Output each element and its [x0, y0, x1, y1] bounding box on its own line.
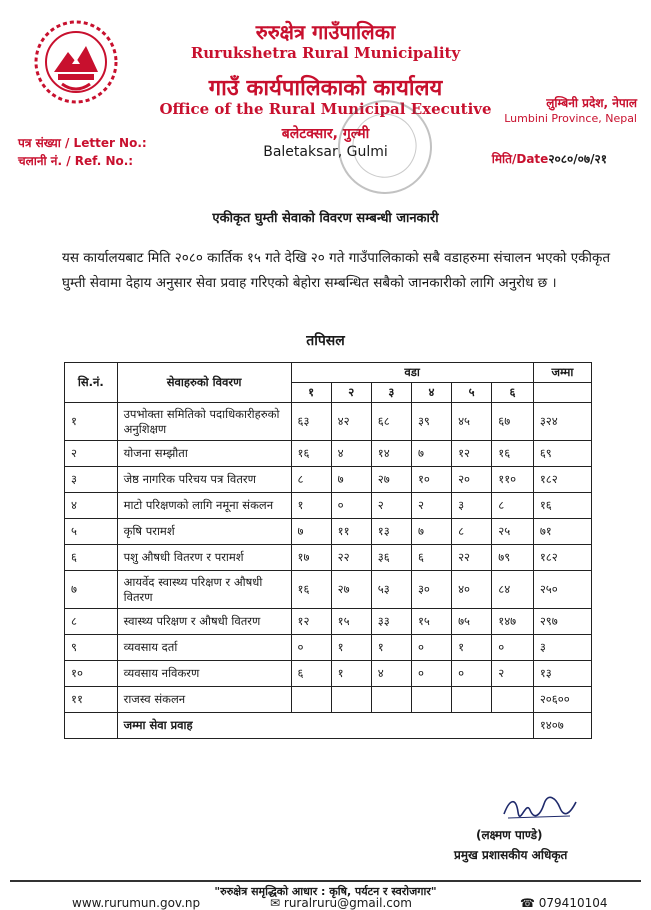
table-row — [65, 493, 592, 519]
grand-total-value: १४०७ — [533, 713, 591, 739]
cell-ward-1: ७ — [291, 519, 331, 545]
footer-phone — [520, 896, 608, 910]
cell-ward-4: ६ — [411, 545, 451, 571]
header-total-blank — [533, 383, 591, 403]
telephone-icon: ☎ — [520, 896, 535, 910]
date-value: २०८०/०७/२१ — [548, 152, 607, 166]
cell-total: ६९ — [533, 441, 591, 467]
header-ward: वडा — [291, 363, 533, 383]
table-row — [65, 661, 592, 687]
cell-ward-4: ० — [411, 635, 451, 661]
cell-ward-6: ७९ — [492, 545, 534, 571]
header-ward-3: ३ — [371, 383, 411, 403]
cell-serial: ११ — [65, 687, 118, 713]
cell-description: राजस्व संकलन — [117, 687, 291, 713]
date-label: मिति/Date — [491, 152, 549, 166]
cell-ward-3: १ — [371, 635, 411, 661]
cell-ward-5: ४० — [452, 571, 492, 609]
municipality-name-english: Rurukshetra Rural Municipality — [190, 44, 461, 62]
header-ward-5: ५ — [452, 383, 492, 403]
cell-ward-6: १६ — [492, 441, 534, 467]
cell-total: २०६०० — [533, 687, 591, 713]
cell-ward-2: ११ — [331, 519, 371, 545]
cell-total: १८२ — [533, 545, 591, 571]
service-table — [64, 362, 592, 739]
cell-ward-4: १० — [411, 467, 451, 493]
table-row — [65, 403, 592, 441]
cell-description: आयर्वेद स्वास्थ्य परिक्षण र औषधी वितरण — [117, 571, 291, 609]
handwritten-signature-icon — [500, 794, 580, 822]
cell-ward-2 — [331, 687, 371, 713]
header-ward-4: ४ — [411, 383, 451, 403]
annex-title: तपिसल — [306, 333, 345, 349]
cell-ward-1: १ — [291, 493, 331, 519]
cell-ward-1: ६३ — [291, 403, 331, 441]
cell-description: स्वास्थ्य परिक्षण र औषधी वितरण — [117, 609, 291, 635]
cell-ward-5: २२ — [452, 545, 492, 571]
reference-number-label: चलानी नं. / Ref. No.: — [18, 154, 134, 168]
cell-description: व्यवसाय दर्ता — [117, 635, 291, 661]
table-row — [65, 441, 592, 467]
province-english: Lumbini Province, Nepal — [504, 112, 637, 125]
cell-serial: १ — [65, 403, 118, 441]
cell-description: जेष्ठ नागरिक परिचय पत्र वितरण — [117, 467, 291, 493]
cell-ward-2: १ — [331, 661, 371, 687]
table-row — [65, 571, 592, 609]
cell-serial: ६ — [65, 545, 118, 571]
cell-total: १३ — [533, 661, 591, 687]
cell-total: ३२४ — [533, 403, 591, 441]
cell-ward-2: ७ — [331, 467, 371, 493]
cell-ward-3: ३६ — [371, 545, 411, 571]
table-row — [65, 609, 592, 635]
table-row — [65, 635, 592, 661]
cell-ward-6: ० — [492, 635, 534, 661]
address-nepali: बलेटक्सार, गुल्मी — [281, 126, 370, 142]
cell-ward-5: ७५ — [452, 609, 492, 635]
cell-ward-2: २२ — [331, 545, 371, 571]
cell-total: १६ — [533, 493, 591, 519]
address-english: Baletaksar, Gulmi — [263, 144, 388, 160]
letter-subject: एकीकृत घुम्ती सेवाको विवरण सम्बन्धी जानकारी — [212, 211, 439, 226]
cell-ward-1: ६ — [291, 661, 331, 687]
cell-ward-5: ३ — [452, 493, 492, 519]
cell-ward-3: ५३ — [371, 571, 411, 609]
cell-description: कृषि परामर्श — [117, 519, 291, 545]
letter-date — [492, 150, 607, 167]
cell-serial: ४ — [65, 493, 118, 519]
cell-ward-4: ० — [411, 661, 451, 687]
cell-ward-5: ४५ — [452, 403, 492, 441]
cell-description: उपभोक्ता समितिको पदाधिकारीहरुको अनुशिक्षण — [117, 403, 291, 441]
office-name-nepali: गाउँ कार्यपालिकाको कार्यालय — [208, 76, 443, 101]
cell-ward-6: ८ — [492, 493, 534, 519]
municipality-name-nepali: रुरुक्षेत्र गाउँपालिका — [255, 20, 396, 44]
cell-ward-4: ७ — [411, 519, 451, 545]
cell-ward-5: २० — [452, 467, 492, 493]
cell-ward-4: २ — [411, 493, 451, 519]
letter-number-label: पत्र संख्या / Letter No.: — [18, 136, 147, 150]
email-text: ruralruru@gmail.com — [283, 896, 412, 910]
table-row — [65, 519, 592, 545]
table-row — [65, 687, 592, 713]
cell-serial: ९ — [65, 635, 118, 661]
cell-ward-3: ३३ — [371, 609, 411, 635]
cell-ward-4: ७ — [411, 441, 451, 467]
envelope-icon: ✉ — [270, 896, 281, 910]
cell-ward-3: ४ — [371, 661, 411, 687]
footer-email — [270, 896, 412, 910]
cell-serial: १० — [65, 661, 118, 687]
cell-total: ७१ — [533, 519, 591, 545]
cell-ward-2: २७ — [331, 571, 371, 609]
header-total: जम्मा — [533, 363, 591, 383]
cell-ward-5 — [452, 687, 492, 713]
letter-body: यस कार्यालयबाट मिति २०८० कार्तिक १५ गते देखि २० गते गाउँपालिकाको सबै वडाहरुमा संचालन भएको एकीकृत घुम्ती सेवामा देहाय अनुसार सेवा प्रवाह गरिएको बेहोरा सम्बन्धित सबैको जानकारीको लागि अनुरोध छ । — [62, 250, 611, 291]
cell-description: पशु औषधी वितरण र परामर्श — [117, 545, 291, 571]
cell-serial: ८ — [65, 609, 118, 635]
cell-ward-3: ६८ — [371, 403, 411, 441]
cell-total: १८२ — [533, 467, 591, 493]
table-row — [65, 545, 592, 571]
phone-text: 079410104 — [538, 896, 608, 910]
cell-total: ३ — [533, 635, 591, 661]
cell-ward-2: ४ — [331, 441, 371, 467]
cell-ward-1 — [291, 687, 331, 713]
cell-serial: ५ — [65, 519, 118, 545]
footer-website: www.rurumun.gov.np — [72, 896, 201, 910]
cell-total: २९७ — [533, 609, 591, 635]
header-ward-6: ६ — [492, 383, 534, 403]
cell-ward-6: १४७ — [492, 609, 534, 635]
cell-serial: २ — [65, 441, 118, 467]
cell-ward-5: ० — [452, 661, 492, 687]
header-description: सेवाहरुको विवरण — [117, 363, 291, 403]
cell-ward-2: ४२ — [331, 403, 371, 441]
cell-description: योजना सम्झौता — [117, 441, 291, 467]
cell-ward-1: ० — [291, 635, 331, 661]
cell-ward-6: ११० — [492, 467, 534, 493]
cell-ward-6: ६७ — [492, 403, 534, 441]
footer-divider — [10, 880, 641, 882]
office-name-english: Office of the Rural Municipal Executive — [159, 100, 492, 118]
cell-ward-5: ८ — [452, 519, 492, 545]
footer-motto: "रुरुक्षेत्र समृद्धिको आधार : कृषि, पर्यटन र स्वरोजगार" — [214, 885, 437, 898]
cell-ward-2: १ — [331, 635, 371, 661]
province-nepali: लुम्बिनी प्रदेश, नेपाल — [546, 96, 637, 110]
signatory-name: (लक्ष्मण पाण्डे) — [476, 828, 543, 842]
cell-total: २५० — [533, 571, 591, 609]
cell-ward-1: १२ — [291, 609, 331, 635]
cell-blank — [65, 713, 118, 739]
cell-description: व्यवसाय नविकरण — [117, 661, 291, 687]
cell-ward-1: १७ — [291, 545, 331, 571]
cell-ward-2: ० — [331, 493, 371, 519]
cell-ward-6: २ — [492, 661, 534, 687]
cell-ward-3: १४ — [371, 441, 411, 467]
cell-serial: ३ — [65, 467, 118, 493]
header-ward-2: २ — [331, 383, 371, 403]
cell-ward-4: ३९ — [411, 403, 451, 441]
cell-ward-4 — [411, 687, 451, 713]
cell-description: माटो परिक्षणको लागि नमूना संकलन — [117, 493, 291, 519]
grand-total-row — [65, 713, 592, 739]
cell-ward-5: १२ — [452, 441, 492, 467]
cell-ward-6: २५ — [492, 519, 534, 545]
cell-ward-4: ३० — [411, 571, 451, 609]
header-ward-1: १ — [291, 383, 331, 403]
table-row — [65, 467, 592, 493]
cell-ward-6 — [492, 687, 534, 713]
cell-ward-3: २७ — [371, 467, 411, 493]
cell-ward-3: १३ — [371, 519, 411, 545]
signatory-title: प्रमुख प्रशासकीय अधिकृत — [454, 848, 568, 862]
cell-ward-1: ८ — [291, 467, 331, 493]
cell-ward-6: ८४ — [492, 571, 534, 609]
cell-ward-2: १५ — [331, 609, 371, 635]
cell-ward-3 — [371, 687, 411, 713]
cell-ward-1: १६ — [291, 571, 331, 609]
cell-ward-5: १ — [452, 635, 492, 661]
grand-total-label: जम्मा सेवा प्रवाह — [117, 713, 533, 739]
cell-ward-1: १६ — [291, 441, 331, 467]
header-serial: सि.नं. — [65, 363, 118, 403]
cell-serial: ७ — [65, 571, 118, 609]
cell-ward-3: २ — [371, 493, 411, 519]
cell-ward-4: १५ — [411, 609, 451, 635]
